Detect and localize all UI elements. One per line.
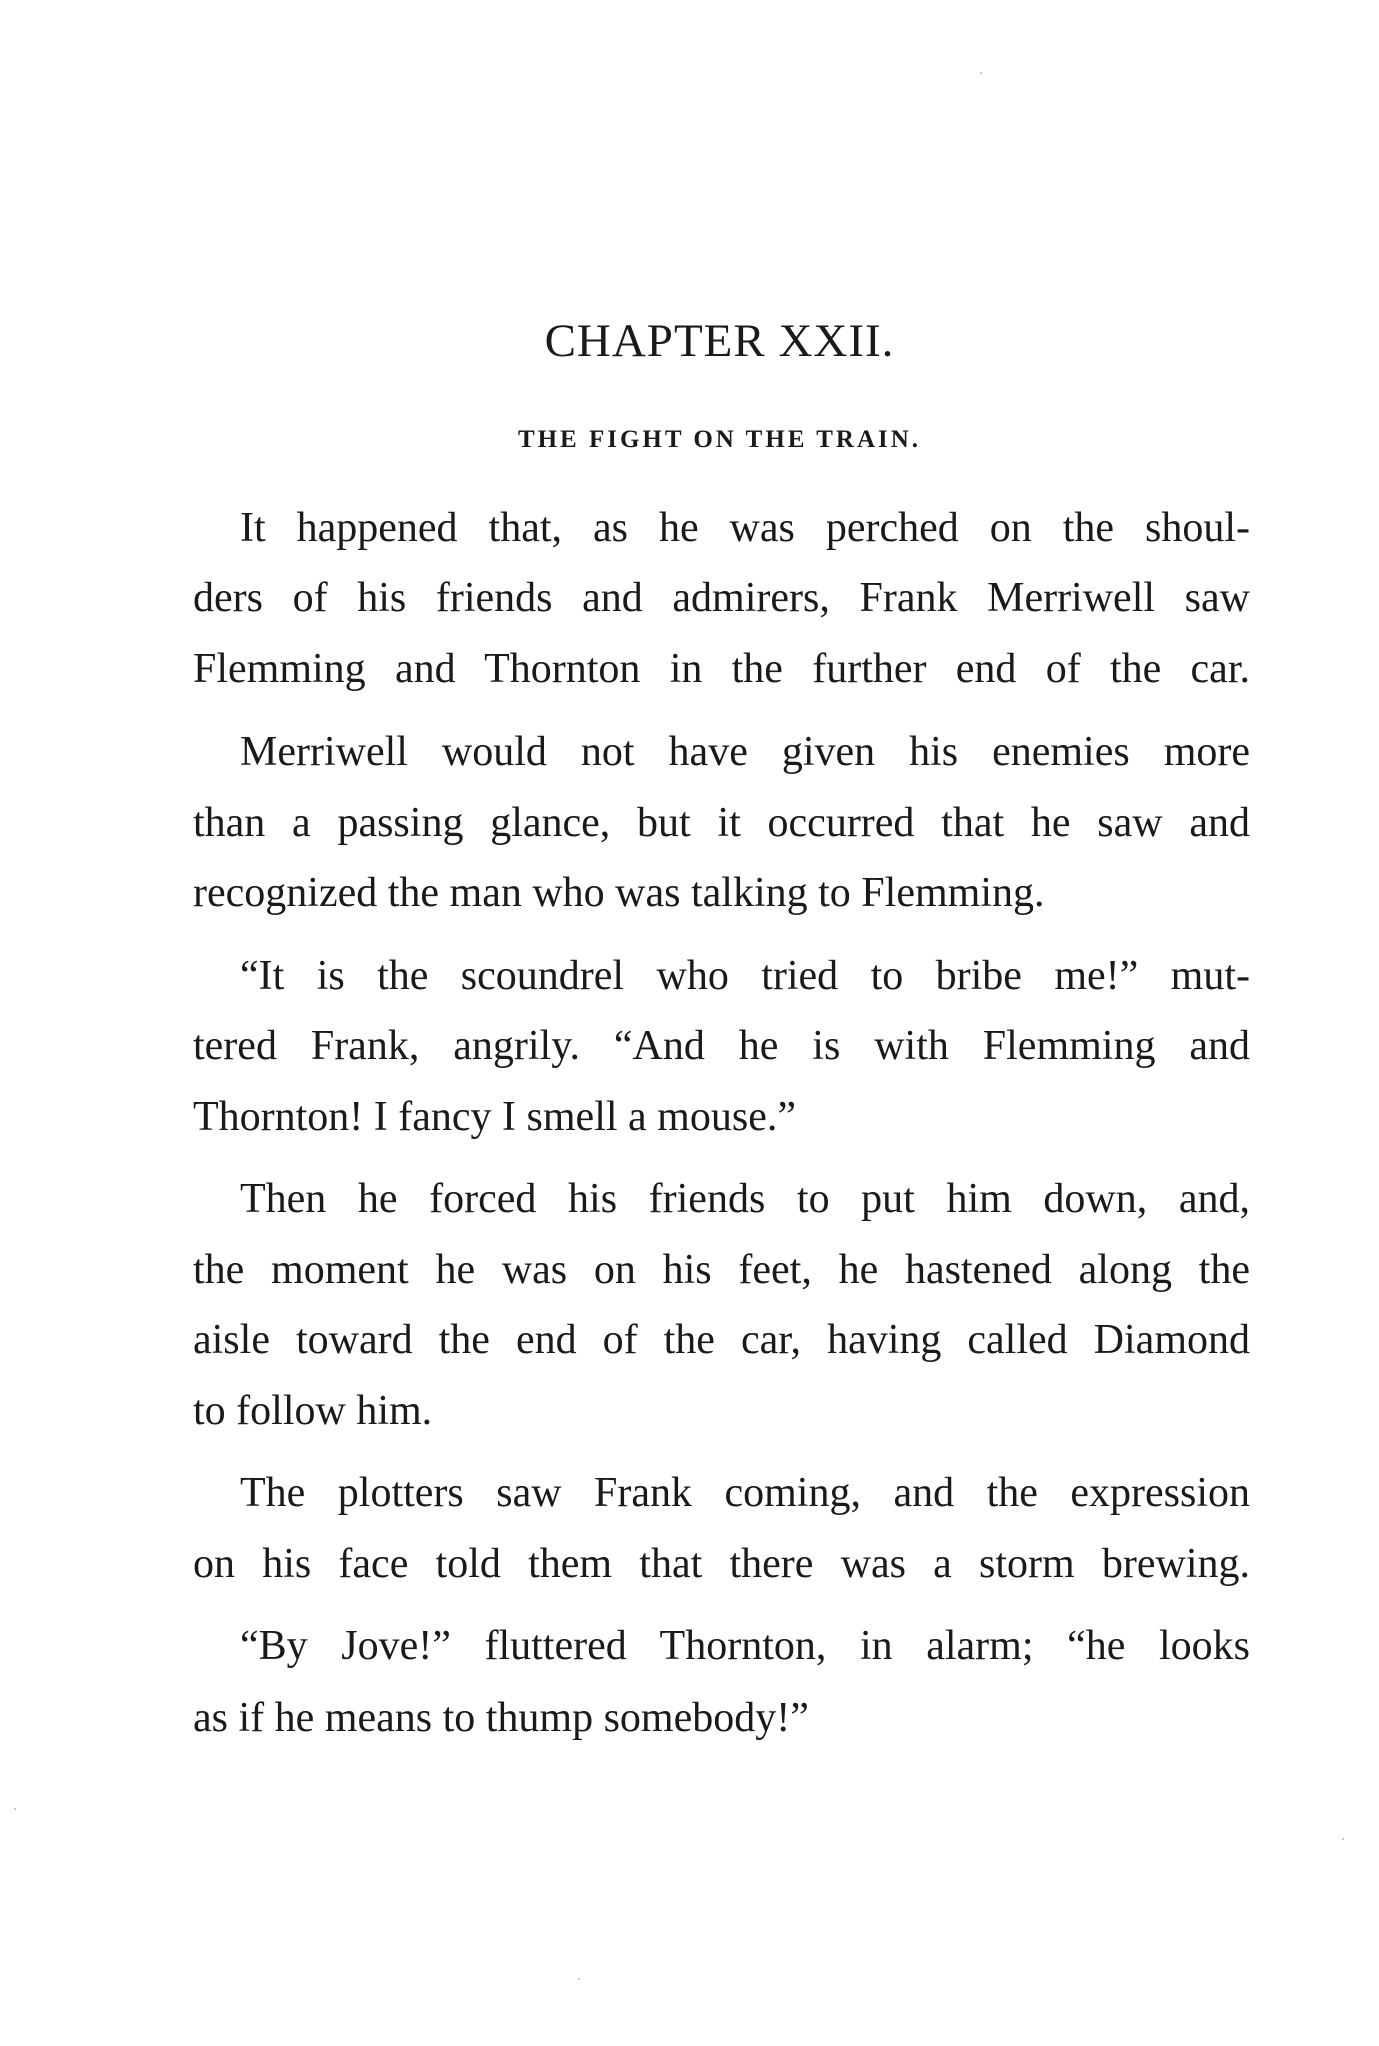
- text-line: the moment he was on his feet, he hastened along the: [193, 1247, 1250, 1293]
- text-line: aisle toward the end of the car, having called Diamond: [193, 1317, 1250, 1363]
- text-line: Flemming and Thornton in the further end of the car.: [193, 646, 1250, 692]
- scan-speck: [14, 1808, 16, 1810]
- text-line: recognized the man who was talking to Flemming.: [193, 870, 1045, 916]
- chapter-heading: CHAPTER XXII.: [544, 315, 895, 367]
- scan-speck: [578, 1978, 580, 1980]
- text-line: Merriwell would not have given his enemies more: [240, 729, 1250, 775]
- text-line: The plotters saw Frank coming, and the expression: [240, 1470, 1250, 1516]
- scan-speck: [980, 72, 982, 74]
- text-line: Then he forced his friends to put him down, and,: [240, 1176, 1250, 1222]
- chapter-subtitle: THE FIGHT ON THE TRAIN.: [517, 426, 922, 453]
- text-line: on his face told them that there was a storm brewing.: [193, 1541, 1250, 1587]
- text-line: as if he means to thump somebody!”: [193, 1695, 809, 1741]
- text-line: It happened that, as he was perched on the shoul-: [240, 505, 1250, 551]
- text-line: “It is the scoundrel who tried to bribe me!” mut-: [240, 953, 1250, 999]
- text-line: “By Jove!” fluttered Thornton, in alarm; “he looks: [240, 1623, 1250, 1669]
- text-line: ders of his friends and admirers, Frank Merriwell saw: [193, 575, 1250, 621]
- scan-speck: [1342, 1838, 1344, 1840]
- text-line: Thornton! I fancy I smell a mouse.”: [193, 1094, 796, 1140]
- text-line: tered Frank, angrily. “And he is with Flemming and: [193, 1023, 1250, 1069]
- text-line: to follow him.: [193, 1388, 433, 1434]
- text-line: than a passing glance, but it occurred that he saw and: [193, 800, 1250, 846]
